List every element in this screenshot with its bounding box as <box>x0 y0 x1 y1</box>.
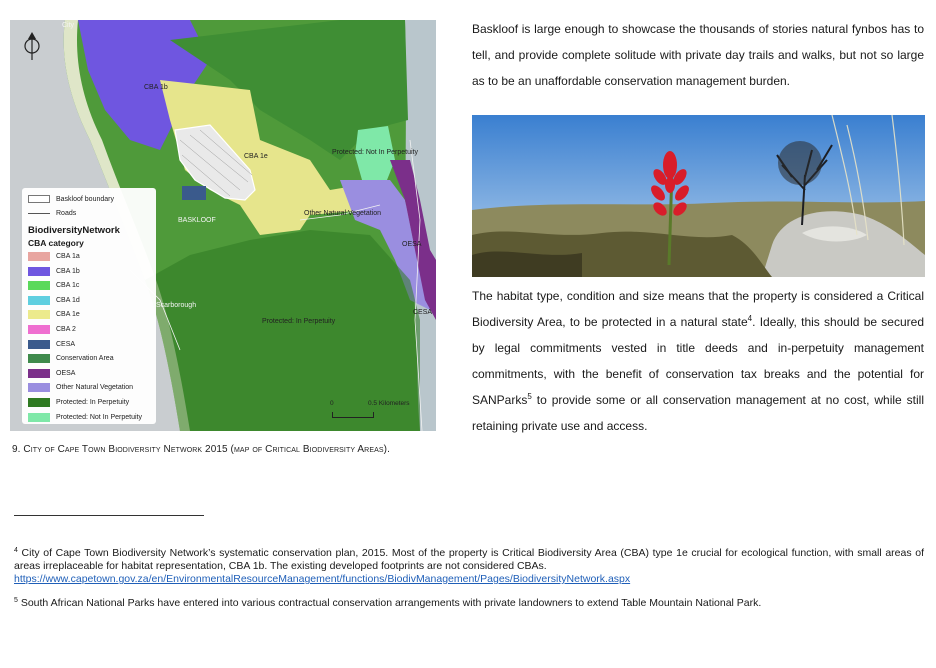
legend-item <box>28 278 150 293</box>
legend-boundary: Baskloof boundary <box>28 192 150 207</box>
legend-swatch <box>28 281 50 290</box>
legend-swatch <box>28 354 50 363</box>
legend-swatch <box>28 296 50 305</box>
legend-swatch <box>28 325 50 334</box>
paragraph-intro: Baskloof is large enough to showcase the thousands of stories natural fynbos has to tell, and provide complete solitude with private day trails and walks, but not so large as to be an unaffordable conservation management burden. <box>472 22 924 88</box>
footnote-5-number: 5 <box>14 597 18 604</box>
para2-text-b: . Ideally, this should be secured by legal commitments vested in title deeds and in-perpetuity management commitments, with the benefit of conservation tax breaks and the potential for SANParks <box>472 315 924 407</box>
map-label-oesa: OESA <box>402 241 422 248</box>
footnote-divider <box>14 515 204 516</box>
legend-item-label: CBA 2 <box>56 325 76 333</box>
legend-item-label: CBA 1b <box>56 267 80 275</box>
legend-subtitle: CBA category <box>28 238 84 249</box>
footnote-4-text: City of Cape Town Biodiversity Network’s systematic conservation plan, 2015. Most of the property is Critical Biodiversity Area (CBA) type 1e crucial for ecological function, with small areas of areas irreplaceable for habitat representation, CBA 1b. The existing developed footprints are not considered CBAs. <box>14 547 924 572</box>
legend-item <box>28 366 150 381</box>
legend-item-label: Protected: Not In Perpetuity <box>56 413 142 421</box>
legend-item <box>28 395 150 410</box>
legend-item <box>28 351 150 366</box>
legend-item <box>28 293 150 308</box>
legend-swatch <box>28 252 50 261</box>
map-label-other-natural-veg: Other Natural Vegetation <box>304 210 382 217</box>
scale-distance: 0.5 Kilometers <box>368 400 410 407</box>
footnote-ref-4[interactable]: 4 <box>747 314 753 323</box>
footnote-5-text: South African National Parks have entered into various contractual conservation arrangements with private landowners to extend Table Mountain National Park. <box>17 597 762 609</box>
footnote-4 <box>14 547 924 586</box>
fynbos-photo <box>472 115 925 277</box>
legend-item-label: Protected: In Perpetuity <box>56 398 130 406</box>
legend-swatch <box>28 398 50 407</box>
para2-text-a: The habitat type, condition and size means that the property is considered a Critical Biodiversity Area, to be protected in a natural state <box>472 289 924 329</box>
footnote-4-link[interactable]: https://www.capetown.gov.za/en/EnvironmentalResourceManagement/functions/BiodivManagement/Pages/BiodiversityNetwork.aspx <box>14 573 631 585</box>
footnote-ref-5[interactable]: 5 <box>527 392 532 401</box>
scale-zero: 0 <box>330 400 334 407</box>
legend-title: BiodiversityNetwork <box>28 225 120 237</box>
legend-item <box>28 264 150 279</box>
legend-items <box>28 249 150 424</box>
legend-item-label: OESA <box>56 369 76 377</box>
map-label-protected-perp: Protected: In Perpetuity <box>262 318 336 325</box>
map-label-cba1b: CBA 1b <box>144 84 168 91</box>
map-legend <box>22 188 156 424</box>
legend-item-label: CBA 1a <box>56 252 80 260</box>
paragraph-cba <box>472 283 924 439</box>
legend-item-label: Other Natural Vegetation <box>56 384 134 392</box>
legend-item <box>28 381 150 396</box>
legend-item-label: CESA <box>56 340 76 348</box>
map-label-baskloof: BASKLOOF <box>178 217 216 224</box>
map-label-city: City <box>62 22 75 29</box>
legend-item <box>28 337 150 352</box>
legend-item <box>28 410 150 425</box>
legend-item <box>28 249 150 264</box>
map-label-protected-not-perp: Protected: Not In Perpetuity <box>332 149 418 156</box>
legend-roads: Roads <box>28 207 150 222</box>
legend-swatch <box>28 383 50 392</box>
legend-swatch <box>28 267 50 276</box>
map-label-town: Scarborough <box>156 302 197 309</box>
biodiversity-map <box>10 20 436 431</box>
legend-item-label: CBA 1e <box>56 311 80 319</box>
legend-item-label: Conservation Area <box>56 355 114 363</box>
legend-item <box>28 308 150 323</box>
legend-swatch <box>28 369 50 378</box>
legend-swatch <box>28 340 50 349</box>
footnote-5 <box>14 597 924 610</box>
para2-text-c: to provide some or all conservation management at no cost, while still retaining private use and access. <box>472 393 924 433</box>
legend-item <box>28 322 150 337</box>
footnote-4-number: 4 <box>14 547 18 554</box>
scale-bar <box>328 400 428 420</box>
map-label-cba1e: CBA 1e <box>244 153 268 160</box>
legend-item-label: CBA 1d <box>56 296 80 304</box>
map-label-cesa: CESA <box>413 309 433 316</box>
legend-swatch <box>28 413 50 422</box>
legend-item-label: CBA 1c <box>56 282 80 290</box>
legend-swatch <box>28 310 50 319</box>
figure-caption: 9. City of Cape Town Biodiversity Network 2015 (map of Critical Biodiversity Areas). <box>12 444 390 455</box>
